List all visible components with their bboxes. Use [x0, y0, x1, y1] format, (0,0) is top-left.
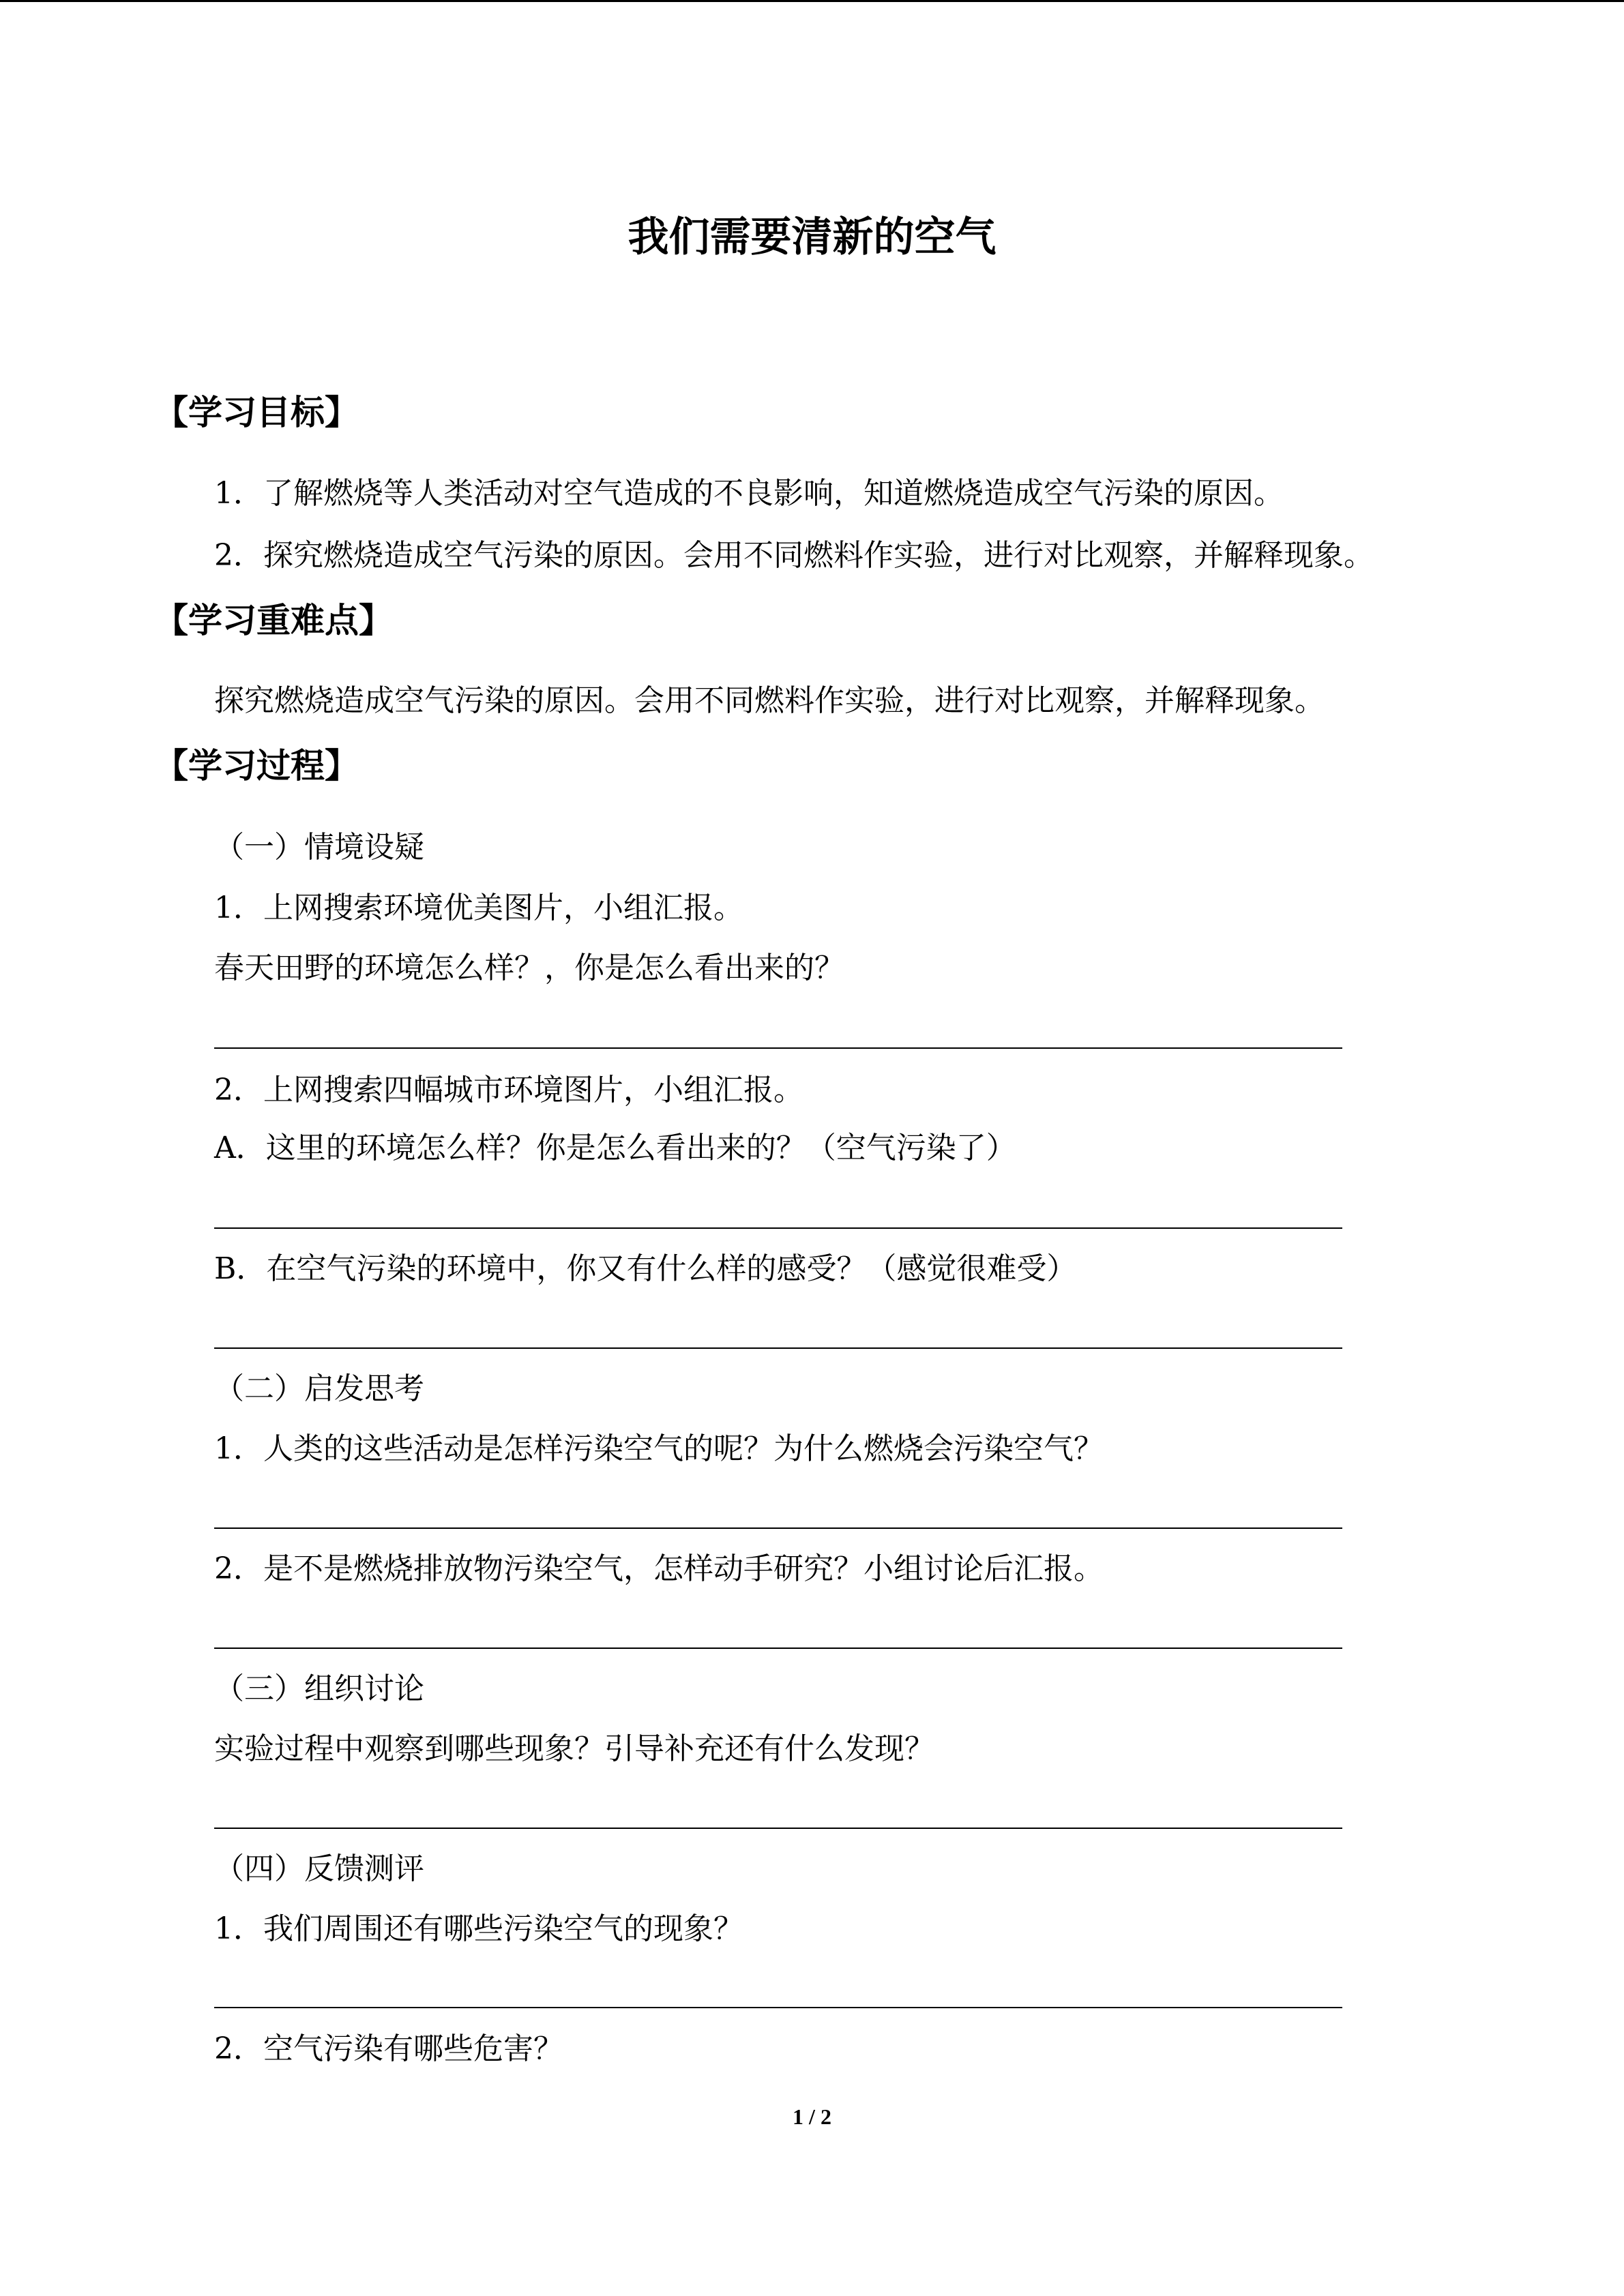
- part2-question-1: 1．人类的这些活动是怎样污染空气的呢？为什么燃烧会污染空气？: [214, 1431, 1104, 1466]
- answer-line[interactable]: [214, 1527, 1342, 1529]
- part1-heading: （一）情境设疑: [214, 830, 424, 865]
- top-border-line: [0, 0, 1624, 2]
- goal-item-1: 1．了解燃烧等人类活动对空气造成的不良影响，知道燃烧造成空气污染的原因。: [214, 476, 1284, 511]
- page-number: 1 / 2: [793, 2104, 831, 2129]
- answer-line[interactable]: [214, 1648, 1342, 1649]
- part3-heading: （三）组织讨论: [214, 1671, 424, 1706]
- part2-heading: （二）启发思考: [214, 1371, 424, 1406]
- key-points-text: 探究燃烧造成空气污染的原因。会用不同燃料作实验，进行对比观察，并解释现象。: [214, 683, 1325, 718]
- part1-question-2b: B．在空气污染的环境中，你又有什么样的感受？（感觉很难受）: [214, 1251, 1077, 1286]
- answer-line[interactable]: [214, 1347, 1342, 1349]
- section-heading-process: 【学习过程】: [154, 746, 359, 786]
- answer-line[interactable]: [214, 2007, 1342, 2008]
- page-title: 我们需要清新的空气: [628, 213, 996, 261]
- goal-item-2: 2．探究燃烧造成空气污染的原因。会用不同燃料作实验，进行对比观察，并解释现象。: [214, 538, 1374, 573]
- part4-question-2: 2．空气污染有哪些危害？: [214, 2031, 563, 2066]
- part4-heading: （四）反馈测评: [214, 1851, 424, 1886]
- part4-question-1: 1．我们周围还有哪些污染空气的现象？: [214, 1911, 743, 1946]
- section-heading-goals: 【学习目标】: [154, 393, 359, 432]
- section-heading-key-points: 【学习重难点】: [154, 601, 393, 640]
- part1-question-1: 1．上网搜索环境优美图片，小组汇报。: [214, 891, 743, 925]
- answer-line[interactable]: [214, 1828, 1342, 1829]
- part1-question-2: 2．上网搜索四幅城市环境图片，小组汇报。: [214, 1073, 803, 1107]
- part1-question-1-sub: 春天田野的环境怎么样？，你是怎么看出来的？: [214, 951, 844, 985]
- part3-question-1: 实验过程中观察到哪些现象？引导补充还有什么发现？: [214, 1731, 934, 1766]
- answer-line[interactable]: [214, 1047, 1342, 1049]
- part2-question-2: 2．是不是燃烧排放物污染空气，怎样动手研究？小组讨论后汇报。: [214, 1551, 1104, 1586]
- answer-line[interactable]: [214, 1227, 1342, 1229]
- part1-question-2a: A．这里的环境怎么样？你是怎么看出来的？（空气污染了）: [214, 1131, 1016, 1165]
